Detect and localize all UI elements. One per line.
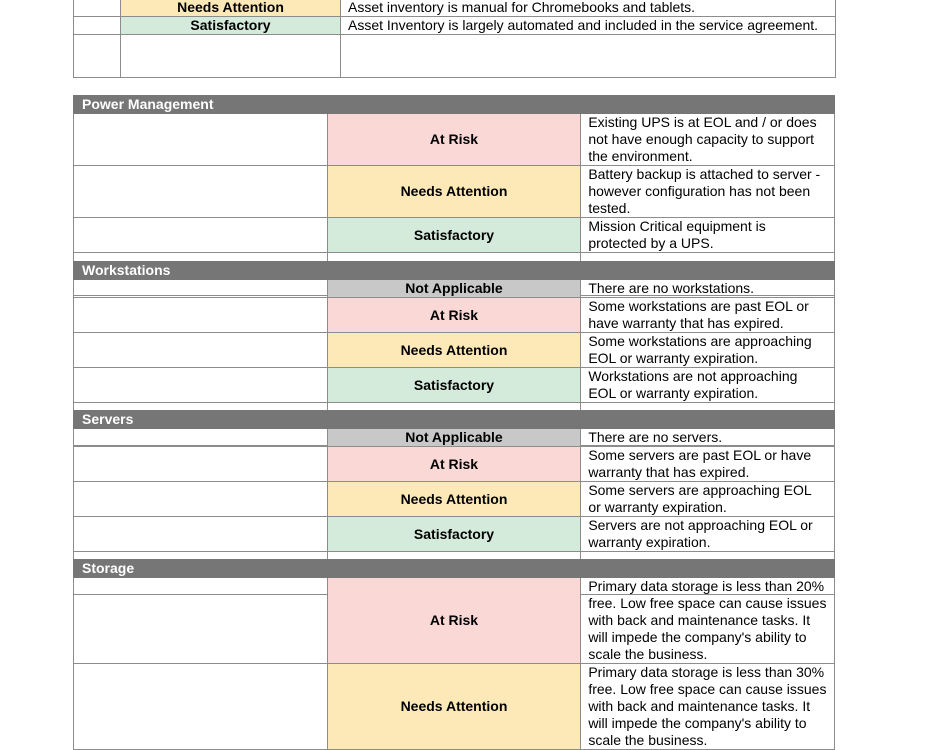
status-description: Primary data storage is less than 20% free. Low free space can cause issues with back and maintenance tasks. It will impede the company's ability to scale the business.: [581, 578, 835, 664]
table-row: [74, 218, 835, 253]
table-row: [74, 0, 836, 17]
table-row: [74, 114, 835, 166]
status-label: Satisfactory: [327, 517, 581, 552]
section-header: [74, 262, 835, 280]
status-label: Not Applicable: [327, 280, 581, 298]
table-row: [74, 368, 835, 403]
asset-inventory-table: [73, 0, 836, 78]
table-row: [74, 447, 835, 482]
status-label: Needs Attention: [327, 333, 581, 368]
table-row: [74, 280, 835, 298]
status-description: Asset Inventory is largely automated and included in the service agreement.: [341, 17, 836, 35]
status-label: At Risk: [327, 447, 581, 482]
status-label: Satisfactory: [327, 218, 581, 253]
table-row: [74, 17, 836, 35]
status-description: Battery backup is attached to server - however configuration has not been tested.: [581, 166, 835, 218]
section-title: Storage: [74, 560, 835, 578]
status-description: Mission Critical equipment is protected by a UPS.: [581, 218, 835, 253]
status-description: Primary data storage is less than 30% free. Low free space can cause issues with back and maintenance tasks. It will impede the company's ability to scale the business.: [581, 664, 835, 750]
status-label: Needs Attention: [121, 0, 341, 17]
status-label: Satisfactory: [327, 368, 581, 403]
score-cell: [74, 17, 121, 35]
status-label: At Risk: [327, 298, 581, 333]
status-description: Some workstations are past EOL or have warranty that has expired.: [581, 298, 835, 333]
status-description: Existing UPS is at EOL and / or does not have enough capacity to support the environment.: [581, 114, 835, 166]
table-row: [74, 298, 835, 333]
table-row: [74, 166, 835, 218]
status-label: Satisfactory: [121, 17, 341, 35]
status-description: Servers are not approaching EOL or warranty expiration.: [581, 517, 835, 552]
status-description: Asset inventory is manual for Chromebooks and tablets.: [341, 0, 836, 17]
status-label: Needs Attention: [327, 664, 581, 750]
table-row: [74, 333, 835, 368]
section-header: [74, 560, 835, 578]
table-row: [74, 517, 835, 552]
status-description: There are no workstations.: [581, 280, 835, 298]
table-row: [74, 482, 835, 517]
storage-table: [73, 559, 835, 750]
table-row: [74, 429, 835, 447]
section-title: Power Management: [74, 96, 835, 114]
table-row: [74, 664, 835, 750]
section-header: [74, 96, 835, 114]
status-label: Not Applicable: [327, 429, 581, 447]
status-description: Workstations are not approaching EOL or warranty expiration.: [581, 368, 835, 403]
section-title: Workstations: [74, 262, 835, 280]
status-description: There are no servers.: [581, 429, 835, 447]
status-description: Some workstations are approaching EOL or warranty expiration.: [581, 333, 835, 368]
status-label: At Risk: [327, 578, 581, 664]
status-description: Some servers are approaching EOL or warranty expiration.: [581, 482, 835, 517]
status-label: At Risk: [327, 114, 581, 166]
status-label: Needs Attention: [327, 482, 581, 517]
section-header: [74, 411, 835, 429]
section-title: Servers: [74, 411, 835, 429]
notes-row: [74, 35, 836, 78]
table-row: [74, 578, 835, 664]
status-label: Needs Attention: [327, 166, 581, 218]
score-cell: [74, 0, 121, 17]
status-description: Some servers are past EOL or have warranty that has expired.: [581, 447, 835, 482]
